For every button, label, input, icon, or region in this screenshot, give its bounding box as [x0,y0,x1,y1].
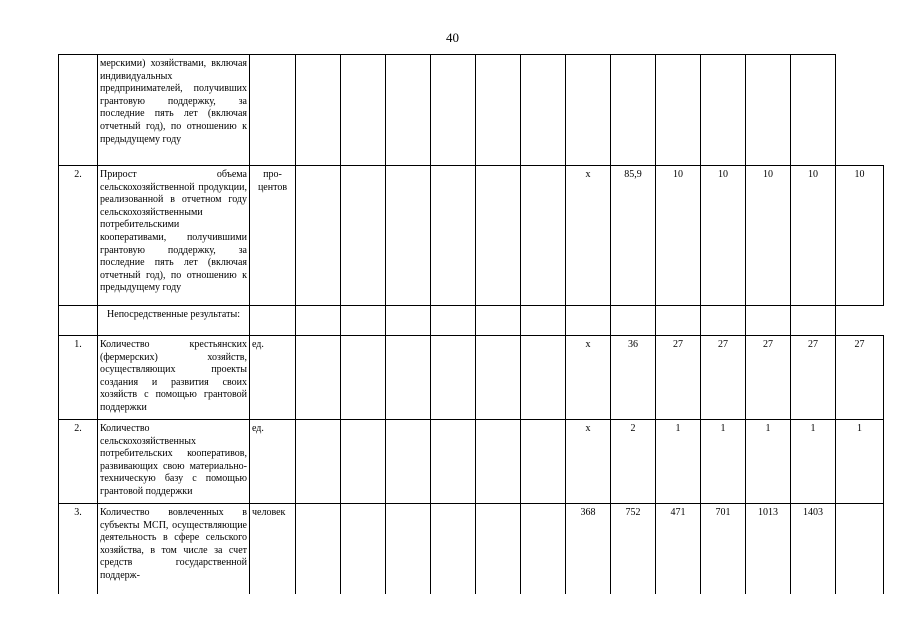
section-heading: Непосредственные результаты: [98,306,250,336]
value-cell [611,55,656,166]
value-cell [341,166,386,306]
value-cell [656,55,701,166]
value-cell [431,504,476,594]
value-cell: 368 [566,504,611,594]
value-cell [386,166,431,306]
value-cell: 85,9 [611,166,656,306]
value-cell: 10 [746,166,791,306]
value-cell: 701 [701,504,746,594]
value-cell: 27 [656,336,701,420]
value-cell [656,306,701,336]
value-cell [431,306,476,336]
unit-cell [250,306,296,336]
value-cell [386,55,431,166]
value-cell: 1 [701,420,746,504]
value-cell [476,55,521,166]
value-cell [341,420,386,504]
value-cell [566,306,611,336]
value-cell [521,166,566,306]
value-cell [431,420,476,504]
indicator-name: Количество крестьянских (фермерских) хозяйств, осуществляющих проекты создания и развития своих хозяйств с помощью грантовой поддержки [98,336,250,420]
value-cell [476,166,521,306]
unit-cell: человек [250,504,296,594]
value-cell [521,55,566,166]
row-number [59,306,98,336]
value-cell [746,55,791,166]
value-cell: 10 [701,166,746,306]
value-cell: 10 [656,166,701,306]
value-cell [296,306,341,336]
indicator-name: Количество сельскохозяйственных потребительских кооперативов, развивающих свою материально-техническую базу с помощью грантовой поддержки [98,420,250,504]
value-cell: 1403 [791,504,836,594]
table-row [59,420,884,504]
value-cell [296,55,341,166]
value-cell [836,504,884,594]
value-cell: 1 [791,420,836,504]
value-cell [521,306,566,336]
value-cell: 1013 [746,504,791,594]
value-cell: 36 [611,336,656,420]
value-cell [296,420,341,504]
value-cell: 1 [746,420,791,504]
value-cell [566,55,611,166]
indicator-name: мерскими) хозяйствами, включая индивидуальных предпринимателей, получивших грантовую поддержку, за последние пять лет (включая отчетный год), по отношению к предыдущему году [98,55,250,166]
value-cell: 1 [836,420,884,504]
value-cell [791,306,836,336]
table-row [59,504,884,594]
value-cell [296,166,341,306]
unit-cell: ед. [250,420,296,504]
value-cell [386,306,431,336]
value-cell: x [566,420,611,504]
value-cell [521,336,566,420]
value-cell [431,55,476,166]
value-cell [476,336,521,420]
value-cell [296,336,341,420]
value-cell [296,504,341,594]
table-row [59,336,884,420]
indicator-name: Прирост объема сельскохозяйственной продукции, реализованной в отчетном году сельскохозяйственными потребительскими кооперативами, получившими грантовую поддержку, за последние пять лет (включая отчетный год), по отношению к предыдущему году [98,166,250,306]
value-cell [386,504,431,594]
value-cell [791,55,836,166]
table-row [59,306,884,336]
value-cell: x [566,336,611,420]
value-cell [386,420,431,504]
indicator-name: Количество вовлеченных в субъекты МСП, осуществляющие деятельность в сфере сельского хозяйства, в том числе за счет средств государственной поддерж- [98,504,250,594]
value-cell: 1 [656,420,701,504]
table-row [59,55,884,166]
value-cell: x [566,166,611,306]
value-cell [431,336,476,420]
row-number [59,55,98,166]
value-cell [431,166,476,306]
indicators-table [58,54,884,594]
value-cell: 27 [836,336,884,420]
unit-cell: ед. [250,336,296,420]
value-cell [341,306,386,336]
row-number: 3. [59,504,98,594]
row-number: 1. [59,336,98,420]
value-cell: 10 [836,166,884,306]
value-cell [611,306,656,336]
value-cell [476,306,521,336]
value-cell [341,55,386,166]
value-cell [521,420,566,504]
table-row [59,166,884,306]
unit-cell: про- центов [250,166,296,306]
row-number: 2. [59,166,98,306]
value-cell [701,306,746,336]
value-cell: 2 [611,420,656,504]
value-cell: 10 [791,166,836,306]
value-cell: 27 [746,336,791,420]
value-cell: 752 [611,504,656,594]
value-cell [476,504,521,594]
page-number: 40 [446,30,459,45]
value-cell [341,336,386,420]
value-cell [701,55,746,166]
value-cell [746,306,791,336]
unit-cell [250,55,296,166]
value-cell: 27 [701,336,746,420]
value-cell: 27 [791,336,836,420]
row-number: 2. [59,420,98,504]
value-cell: 471 [656,504,701,594]
value-cell [476,420,521,504]
value-cell [521,504,566,594]
value-cell [386,336,431,420]
value-cell [341,504,386,594]
